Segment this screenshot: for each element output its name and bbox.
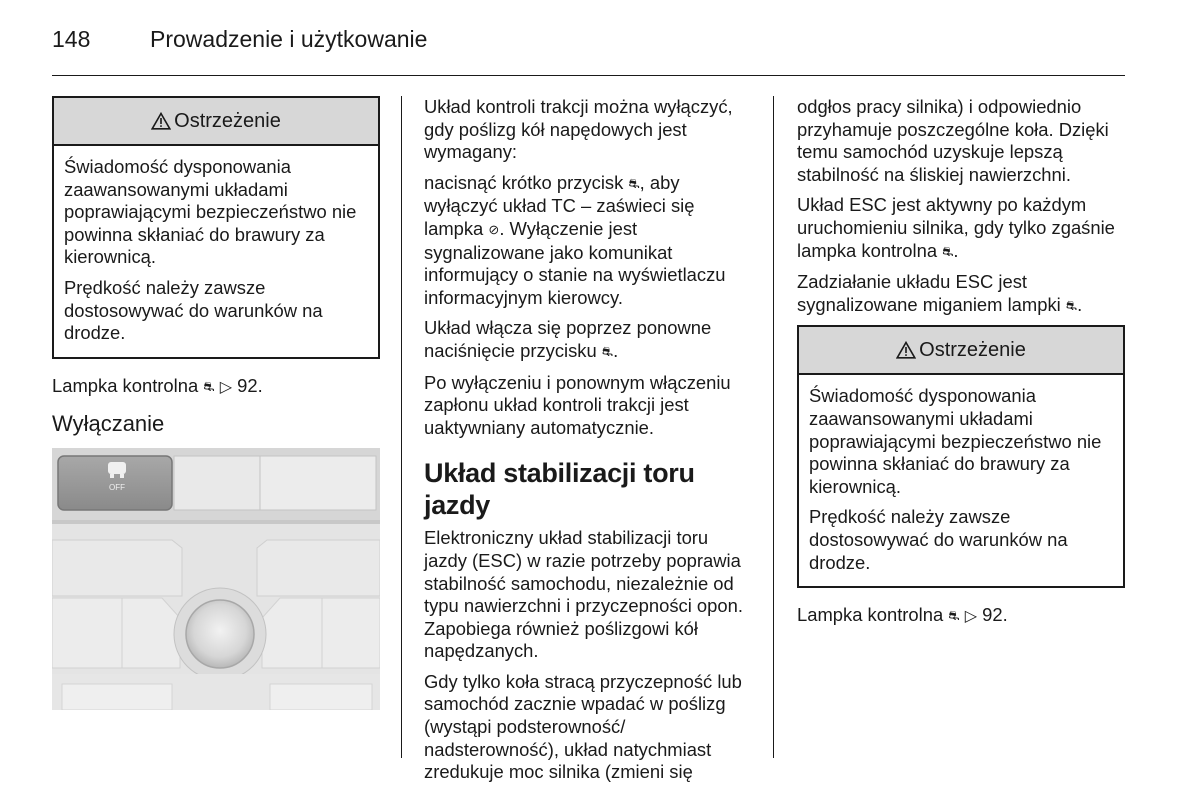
column-3 xyxy=(797,96,1125,637)
paragraph: Gdy tylko koła stracą przyczepność lub samochód zacznie wpadać w poślizg (wystąpi podsterowność/ nadsterowność), układ natychmiast zredukuje moc silnika (zmieni się xyxy=(424,670,742,783)
paragraph: odgłos pracy silnika) i odpowiednio przyhamuje poszczególne koła. Dzięki temu samochód uzyskuje lepszą stabilność na śliskiej nawierzchni. xyxy=(797,96,1109,185)
page-header xyxy=(52,26,427,53)
warning-header xyxy=(54,98,378,146)
paragraph: nacisnąć krótko przycisk ⛐, aby wyłączyć układ TC – zaświeci się lampka ⊘. Wyłączenie jest sygnalizowane jako komunikat informujący o stanie na wyświetlaczu informacyjnym kierowcy. xyxy=(424,171,726,308)
paragraph: Układ ESC jest aktywny po każdym uruchomieniu silnika, gdy tylko zgaśnie lampka kontrolna ⛐. xyxy=(797,194,1125,263)
tc-off-button-icon: ⛐ xyxy=(628,175,640,191)
section-heading: Układ stabilizacji toru jazdy xyxy=(424,458,695,521)
column-divider-2 xyxy=(773,96,774,758)
warning-header xyxy=(799,327,1123,375)
paragraph: Po wyłączeniu i ponownym włączeniu zapłonu układ kontroli trakcji jest uaktywniany automatycznie. xyxy=(424,371,731,438)
paragraph: Układ włącza się poprzez ponowne naciśnięcie przycisku ⛐. xyxy=(424,317,756,363)
paragraph: Elektroniczny układ stabilizacji toru jazdy (ESC) w razie potrzeby poprawia stabilność samochodu, niezależnie od typu nawierzchni i przyczepności opon. Zapobiega również poślizgowi kół napędzanych. xyxy=(424,527,743,662)
lamp-reference: Lampka kontrolna ⛐ ▷ 92. xyxy=(797,604,1125,629)
warning-text: Świadomość dysponowania zaawansowanymi układami poprawiającymi bezpieczeństwo nie powinna skłaniać do brawury za kierownicą. xyxy=(64,156,357,268)
warning-box xyxy=(797,325,1125,588)
column-2 xyxy=(424,96,756,792)
header-rule xyxy=(52,75,1125,76)
column-1 xyxy=(52,96,380,710)
warning-title: Ostrzeżenie xyxy=(174,109,281,132)
paragraph: Układ kontroli trakcji można wyłączyć, gdy poślizg kół napędowych jest wymagany: xyxy=(424,96,733,163)
section-subheading: Wyłączanie xyxy=(52,411,165,437)
dashboard-buttons-photo xyxy=(52,448,380,710)
traction-control-icon: ⛐ xyxy=(942,243,954,259)
reference-arrow-icon: ▷ xyxy=(964,608,977,626)
warning-body xyxy=(54,146,378,357)
tc-off-lamp-icon: ⊘ xyxy=(488,221,500,237)
page-number: 148 xyxy=(52,26,91,52)
svg-text:OFF: OFF xyxy=(109,482,125,492)
tc-off-button-icon: ⛐ xyxy=(601,343,614,359)
lamp-reference: Lampka kontrolna ⛐ ▷ 92. xyxy=(52,375,380,400)
warning-body xyxy=(799,375,1123,586)
traction-control-icon: ⛐ xyxy=(1065,297,1078,313)
warning-triangle-icon xyxy=(896,341,916,359)
warning-box xyxy=(52,96,380,359)
warning-text: Prędkość należy zawsze dostosowywać do warunków na drodze. xyxy=(809,506,1068,573)
warning-text: Świadomość dysponowania zaawansowanymi układami poprawiającymi bezpieczeństwo nie powinna skłaniać do brawury za kierownicą. xyxy=(809,385,1102,497)
reference-arrow-icon: ▷ xyxy=(219,378,232,396)
warning-triangle-icon xyxy=(151,112,171,130)
paragraph: Zadziałanie układu ESC jest sygnalizowane miganiem lampki ⛐. xyxy=(797,271,1125,317)
traction-control-icon: ⛐ xyxy=(203,378,215,394)
traction-control-icon: ⛐ xyxy=(948,608,960,624)
warning-title: Ostrzeżenie xyxy=(919,339,1026,362)
warning-text: Prędkość należy zawsze dostosowywać do warunków na drodze. xyxy=(64,276,323,344)
column-divider-1 xyxy=(401,96,402,758)
page-title: Prowadzenie i użytkowanie xyxy=(150,26,428,52)
